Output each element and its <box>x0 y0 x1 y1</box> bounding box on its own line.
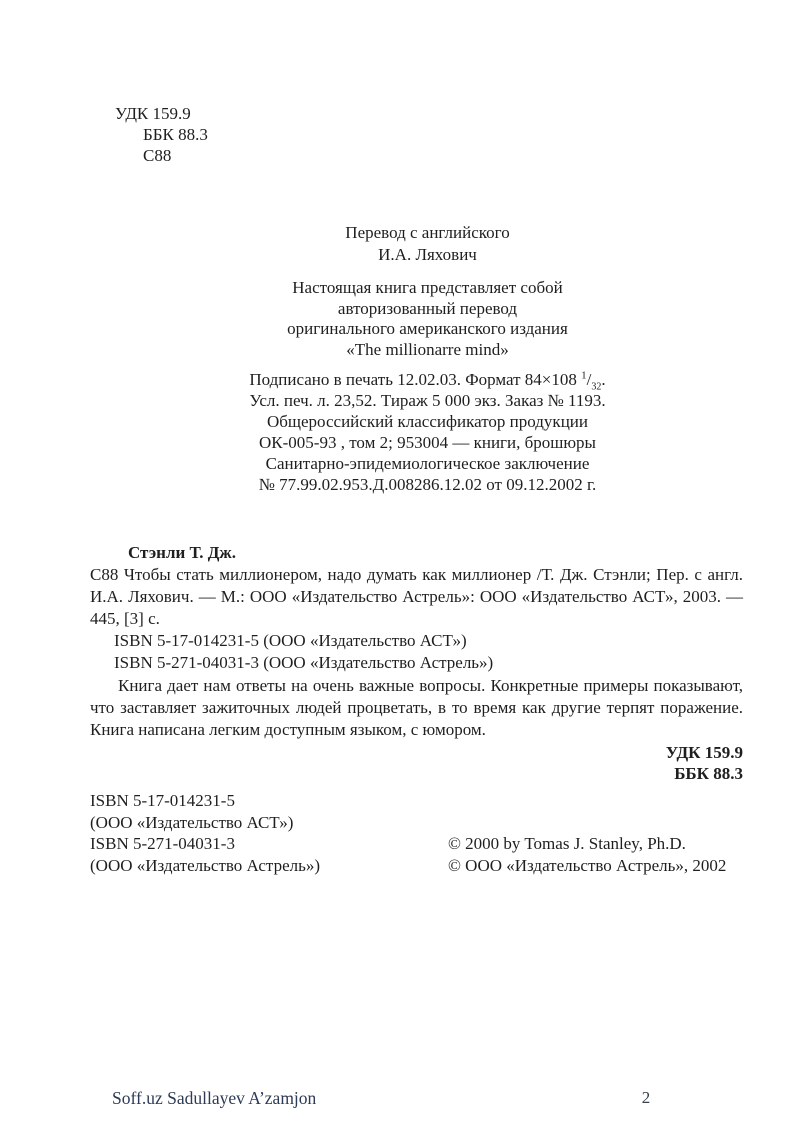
format-fraction-slash: / <box>586 370 592 389</box>
author-sign-code: С88 <box>143 146 172 165</box>
imprint-block <box>90 790 743 877</box>
imprint-isbn-1: ISBN 5-17-014231-5 <box>90 791 235 810</box>
print-info-line: Общероссийский классификатор продукции <box>267 412 588 431</box>
print-info-line: ОК-005-93 , том 2; 953004 — книги, брошюры <box>259 433 596 452</box>
print-info-format-prefix: Подписано в печать 12.02.03. Формат 84×108 <box>249 370 582 389</box>
right-classification-codes <box>90 742 743 784</box>
edition-note-line: Настоящая книга представляет собой <box>292 278 563 297</box>
translation-credit <box>90 222 765 265</box>
imprint-publisher-2: (ООО «Издательство Астрель») <box>90 856 321 876</box>
edition-note <box>90 278 765 360</box>
catalog-author: Стэнли Т. Дж. <box>128 543 236 562</box>
format-fraction-denominator: 32 <box>591 381 602 393</box>
copyright-publisher: © ООО «Издательство Астрель», 2002 <box>448 855 727 875</box>
copyright-author: © 2000 by Tomas J. Stanley, Ph.D. <box>448 834 686 853</box>
bbk-code-right: ББК 88.3 <box>674 764 743 783</box>
print-info-line: № 77.99.02.953.Д.008286.12.02 от 09.12.2002 г. <box>258 475 597 494</box>
edition-note-line: оригинального американского издания <box>287 319 568 338</box>
catalog-description: С88 Чтобы стать миллионером, надо думать как миллионер /Т. Дж. Стэнли; Пер. с англ. И.А. Ляхович. — М.: ООО «Издательство Астрель»: ООО «Издательство АСТ», 2003. — 445, [3] с. <box>90 565 743 628</box>
translator-name: И.А. Ляхович <box>378 244 477 264</box>
udc-code: УДК 159.9 <box>115 104 191 123</box>
imprint-isbn-2: ISBN 5-271-04031-3 <box>90 834 235 854</box>
bbk-code: ББК 88.3 <box>143 125 208 144</box>
imprint-publisher-1: (ООО «Издательство АСТ») <box>90 812 294 832</box>
original-title: «The millionarre mind» <box>346 339 509 359</box>
watermark-text: Soff.uz Sadullayev A’zamjon <box>112 1088 317 1108</box>
catalog-card <box>90 542 743 674</box>
isbn-line-astrel: ISBN 5-271-04031-3 (ООО «Издательство Астрель») <box>114 653 494 672</box>
annotation-paragraph: Книга дает нам ответы на очень важные вопросы. Конкретные примеры показывают, что заставляет зажиточных людей процветать, в то время как другие терпят поражение. Книга написана легким доступным языком, с юмором. <box>90 676 743 739</box>
print-info-format-line <box>90 369 765 393</box>
print-info-line: Усл. печ. л. 23,52. Тираж 5 000 экз. Заказ № 1193. <box>249 391 606 410</box>
top-classification-codes <box>115 103 208 166</box>
translation-credit-title: Перевод с английского <box>345 223 510 242</box>
isbn-line-ast: ISBN 5-17-014231-5 (ООО «Издательство АСТ») <box>114 631 467 650</box>
copyright-block <box>448 833 726 876</box>
print-info-line: Санитарно-эпидемиологическое заключение <box>265 454 590 473</box>
udc-code-right: УДК 159.9 <box>665 743 743 762</box>
edition-note-line: авторизованный перевод <box>337 298 518 318</box>
format-fraction-numerator: 1 <box>581 369 587 382</box>
page-number: 2 <box>641 1088 651 1107</box>
print-info-format-suffix: . <box>601 370 606 389</box>
print-production-info <box>90 369 765 495</box>
